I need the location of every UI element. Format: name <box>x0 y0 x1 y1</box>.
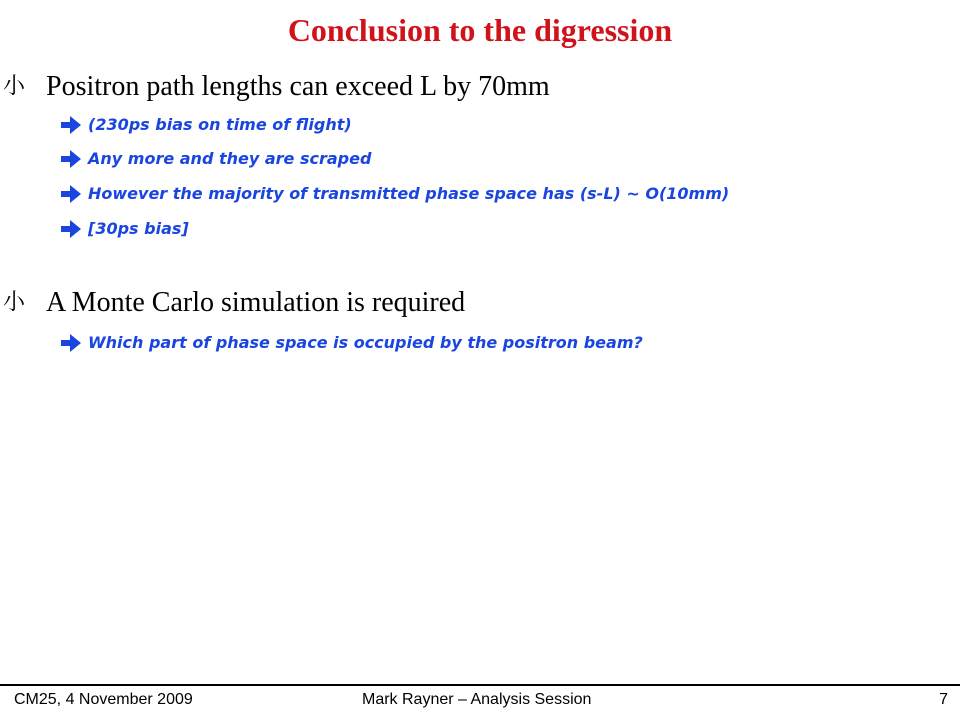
footer-divider <box>0 684 960 686</box>
right-arrow-icon <box>60 332 82 354</box>
footer-session: Mark Rayner – Analysis Session <box>362 691 592 708</box>
bullet-marker-icon: ⼩ <box>3 290 26 315</box>
sub-bullet-text: [30ps bias] <box>88 219 189 238</box>
bullet-text: Positron path lengths can exceed L by 70mm <box>46 71 550 102</box>
footer-date: CM25, 4 November 2009 <box>14 691 193 708</box>
slide-title: Conclusion to the digression <box>287 12 673 48</box>
right-arrow-icon <box>60 183 82 205</box>
sub-bullet-text: Which part of phase space is occupied by the positron beam? <box>88 333 643 352</box>
page-number: 7 <box>939 691 948 708</box>
right-arrow-icon <box>60 148 82 170</box>
sub-bullet-text: However the majority of transmitted phase space has (s-L) ~ O(10mm) <box>88 184 730 203</box>
sub-bullet-text: Any more and they are scraped <box>88 149 372 168</box>
bullet-marker-icon: ⼩ <box>3 74 26 99</box>
right-arrow-icon <box>60 218 82 240</box>
right-arrow-icon <box>60 114 82 136</box>
bullet-text: A Monte Carlo simulation is required <box>46 287 466 318</box>
sub-bullet-text: (230ps bias on time of flight) <box>88 115 352 134</box>
